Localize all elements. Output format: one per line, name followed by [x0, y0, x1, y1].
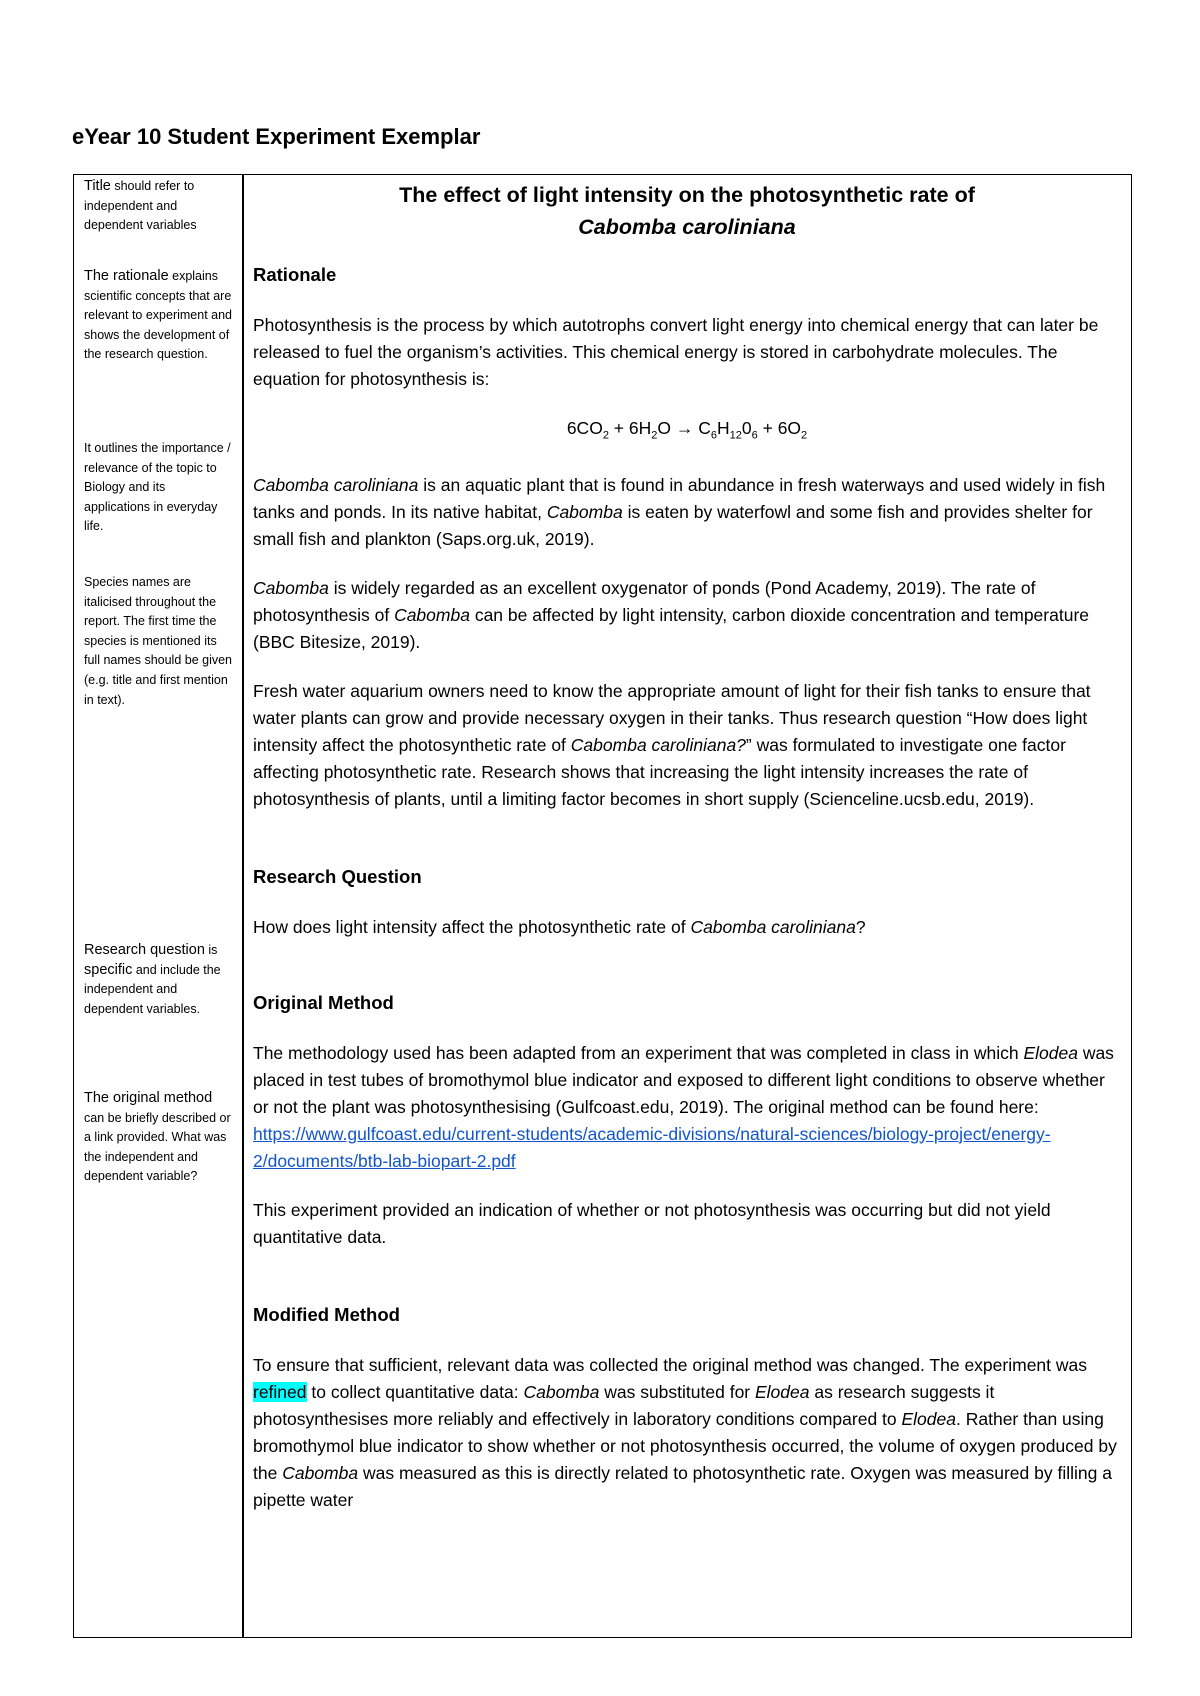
rationale-paragraph-1: Photosynthesis is the process by which autotrophs convert light energy into chemical energy that can later be released to fuel the organism’s activities. This chemical energy is stored in carbohydrate molecules. The equation for photosynthesis is: — [253, 315, 1099, 389]
report-title — [253, 179, 1121, 243]
note-om-lead: The original method — [84, 1090, 213, 1106]
note-research-question — [84, 941, 234, 1019]
note-rq-text: and include the independent and dependent variables. — [84, 962, 221, 1016]
rationale-paragraph-2: Cabomba caroliniana is an aquatic plant that is found in abundance in fresh waterways and used widely in fish tanks and ponds. In its native habitat, Cabomba is eaten by waterfowl and some fish and provides shelter for small fish and plankton (Saps.org.uk, 2019). — [253, 474, 1106, 549]
note-title-text: should refer to independent and dependent variables — [84, 179, 197, 233]
note-om-text: can be briefly described or a link provided. What was the independent and dependent variable? — [84, 1110, 231, 1184]
exemplar-table — [73, 174, 1132, 1638]
modified-method-paragraph-1: To ensure that sufficient, relevant data was collected the original method was changed. The experiment was refined to collect quantitative data: Cabomba was substituted for Elodea as research suggests it photosynthesises more reliably and effectively in laboratory conditions compared to Elodea. Rather than using bromothymol blue indicator to show whether or not photosynthesis occurred, the volume of oxygen produced by the Cabomba was measured as this is directly related to photosynthetic rate. Oxygen was measured by filling a pipette water — [253, 1354, 1117, 1510]
arrow-icon: → — [675, 418, 694, 438]
note-rationale-text: explains scientific concepts that are relevant to experiment and shows the development of the research question. — [84, 269, 233, 362]
document-heading: eYear 10 Student Experiment Exemplar — [72, 124, 481, 149]
note-rq-lead2: specific — [84, 961, 133, 978]
note-title-lead: Title — [84, 178, 111, 194]
modified-method-heading: Modified Method — [253, 1303, 400, 1325]
research-question-heading: Research Question — [253, 865, 422, 887]
report-title-line1: The effect of light intensity on the photosynthetic rate of — [399, 183, 975, 207]
note-rq-mid: is — [204, 943, 218, 957]
rationale-paragraph-3: Cabomba is widely regarded as an excellent oxygenator of ponds (Pond Academy, 2019). The rate of photosynthesis of Cabomba can be affected by light intensity, carbon dioxide concentration and temperature (BBC Bitesize, 2019). — [253, 577, 1089, 652]
note-title — [84, 177, 234, 236]
note-rationale-lead: The rationale — [84, 268, 169, 284]
photosynthesis-equation: $6CO_2 + 6H_2O \to C_6H_{12}0_6 + 6O_2$ — [566, 418, 808, 442]
note-species: Species names are italicised throughout the report. The first time the species is mentioned its full names should be given (e.g. title and first mention in text). — [84, 575, 233, 707]
research-question-text: How does light intensity affect the photosynthetic rate of Cabomba caroliniana? — [253, 916, 866, 937]
note-rq-lead: Research question — [84, 942, 205, 958]
original-method-paragraph-2: This experiment provided an indication of whether or not photosynthesis was occurring but did not yield quantitative data. — [253, 1199, 1051, 1247]
note-original-method — [84, 1089, 234, 1187]
main-content — [253, 175, 1121, 1514]
highlighted-word: refined — [253, 1381, 307, 1402]
original-method-heading: Original Method — [253, 991, 394, 1013]
report-title-species: Cabomba caroliniana — [578, 215, 796, 239]
column-divider — [242, 175, 244, 1637]
note-rationale-1 — [84, 267, 234, 365]
rationale-paragraph-4: Fresh water aquarium owners need to know the appropriate amount of light for their fish tanks to ensure that water plants can grow and provide necessary oxygen in their tanks. Thus research question “How does light intensity affect the photosynthetic rate of Cabomba caroliniana?” was formulated to investigate one factor affecting photosynthetic rate. Research shows that increasing the light intensity increases the rate of photosynthesis of plants, until a limiting factor becomes in short supply (Scienceline.ucsb.edu, 2019). — [253, 680, 1091, 809]
note-rationale-2: It outlines the importance / relevance of the topic to Biology and its applications in everyday life. — [84, 441, 231, 534]
original-method-paragraph-1: The methodology used has been adapted from an experiment that was completed in class in which Elodea was placed in test tubes of bromothymol blue indicator and exposed to different light conditions to observe whether or not the plant was photosynthesising (Gulfcoast.edu, 2019). The original method can be found here: https://www.gulfcoast.edu/current-students/academic-divisions/natural-sciences/biology-project/energy-2/documents/btb-lab-biopart-2.pdf — [253, 1042, 1114, 1171]
original-method-link[interactable]: https://www.gulfcoast.edu/current-students/academic-divisions/natural-sciences/biology-project/energy-2/documents/btb-lab-biopart-2.pdf — [253, 1123, 1051, 1171]
rationale-heading: Rationale — [253, 264, 337, 285]
